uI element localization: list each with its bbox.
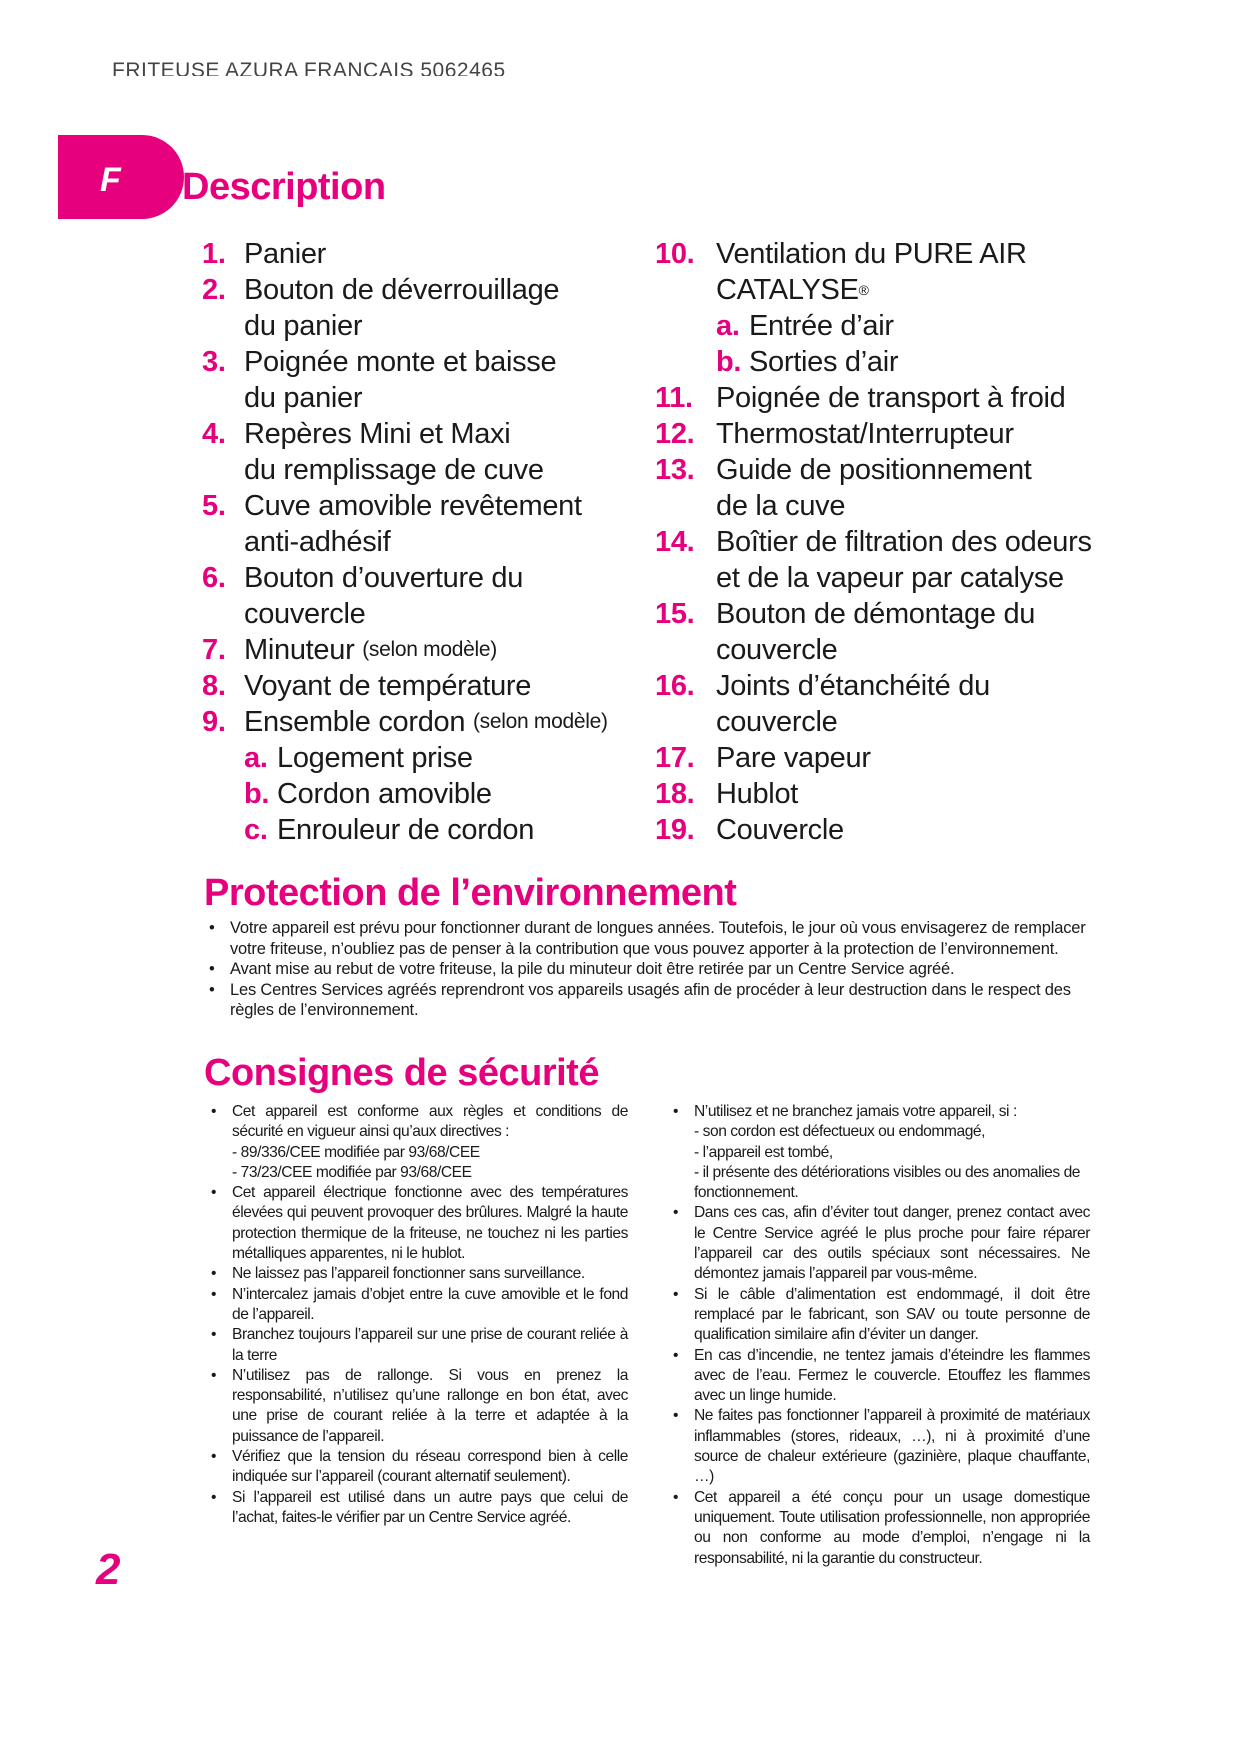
item-text-cont: couvercle: [716, 706, 838, 738]
safety-item: • Cet appareil électrique fonctionne avec des températures élevées qui peuvent provoquer des brûlures. Malgré la haute protection thermique de la friteuse, ne touchez ni les parties métalliques apparentes, ni le hublot.: [208, 1183, 628, 1264]
document-header-code: FRITEUSE AZURA FRANCAIS 5062465: [112, 59, 506, 76]
safety-item: • Dans ces cas, afin d’éviter tout danger, prenez contact avec le Centre Service agréé le plus proche pour faire réparer l’appareil car des outils spéciaux sont nécessaires. Ne démontez jamais l’appareil par vous-même.: [670, 1203, 1090, 1284]
item-number: 17.: [655, 742, 695, 774]
sub-item-text: Entrée d’air: [749, 310, 894, 342]
safety-directive: - 89/336/CEE modifiée par 93/68/CEE: [232, 1143, 480, 1161]
item-number: 10.: [655, 238, 695, 270]
safety-condition: - l’appareil est tombé,: [694, 1143, 833, 1161]
list-item: [655, 416, 1115, 452]
list-item: [202, 488, 622, 560]
sub-item-letter: b.: [716, 346, 742, 378]
description-list-right: [655, 236, 1115, 848]
item-number: 3.: [202, 346, 226, 378]
safety-item: • N’intercalez jamais d’objet entre la cuve amovible et le fond de l’appareil.: [208, 1285, 628, 1326]
list-item: [655, 740, 1115, 776]
item-number: 18.: [655, 778, 695, 810]
registered-mark: ®: [858, 282, 869, 298]
item-text-cont: couvercle: [244, 598, 366, 630]
item-number: 1.: [202, 238, 226, 270]
language-tab-label: F: [100, 161, 121, 199]
item-text: Boîtier de filtration des odeurs: [716, 526, 1092, 558]
item-number: 15.: [655, 598, 695, 630]
item-text: Bouton de déverrouillage: [244, 274, 560, 306]
item-text: Bouton d’ouverture du: [244, 562, 524, 594]
item-text: Hublot: [716, 778, 799, 810]
environment-item: • Votre appareil est prévu pour fonctionner durant de longues années. Toutefois, le jour où vous envisagerez de remplacer votre friteuse, n’oubliez pas de penser à la contribution que vous pouvez apporter à la protection de l’environnement.: [206, 918, 1086, 959]
safety-item: • Cet appareil a été conçu pour un usage domestique uniquement. Toute utilisation professionnelle, non appropriée ou non conforme au mode d’emploi, n’engage ni la responsabilité, ni la garantie du constructeur.: [670, 1488, 1090, 1569]
item-text-cont: du panier: [244, 382, 363, 414]
list-item: [655, 776, 1115, 812]
list-item: [202, 236, 622, 272]
safety-item: • N’utilisez pas de rallonge. Si vous en prenez la responsabilité, n’utilisez qu’une rallonge en bon état, avec une prise de courant reliée à la terre et adaptée à la puissance de l’appareil.: [208, 1366, 628, 1447]
item-text-cont: et de la vapeur par catalyse: [716, 562, 1064, 594]
item-text-cont: CATALYSE: [716, 274, 859, 306]
page-number: 2: [96, 1545, 121, 1594]
list-item: [655, 596, 1115, 668]
item-text: Thermostat/Interrupteur: [716, 418, 1014, 450]
item-text-cont: du remplissage de cuve: [244, 454, 544, 486]
item-number: 11.: [655, 382, 693, 414]
item-text-cont: couvercle: [716, 634, 838, 666]
sub-item-text: Cordon amovible: [277, 778, 492, 810]
item-text-cont: anti-adhésif: [244, 526, 391, 558]
item-number: 9.: [202, 706, 226, 738]
item-text: Joints d’étanchéité du: [716, 670, 990, 702]
item-text: Minuteur: [244, 634, 355, 666]
safety-list-left: [208, 1102, 628, 1528]
list-item: [655, 524, 1115, 596]
list-item: [655, 452, 1115, 524]
list-item: [655, 380, 1115, 416]
safety-item: [670, 1102, 1090, 1203]
safety-item: • Ne faites pas fonctionner l’appareil à proximité de matériaux inflammables (stores, rideaux, …), ni à proximité d’une source de chaleur extérieure (gazinière, plaque chauffante, …): [670, 1406, 1090, 1487]
item-note: (selon modèle): [362, 638, 497, 661]
safety-item: • Vérifiez que la tension du réseau correspond bien à celle indiquée sur l’appareil (courant alternatif seulement).: [208, 1447, 628, 1488]
safety-title: Consignes de sécurité: [204, 1052, 599, 1094]
list-item: [202, 704, 622, 848]
list-item: [202, 668, 622, 704]
item-text: Voyant de température: [244, 670, 532, 702]
safety-item-text: N’utilisez et ne branchez jamais votre appareil, si :: [694, 1103, 1017, 1120]
safety-condition: - son cordon est défectueux ou endommagé,: [694, 1123, 986, 1141]
environment-item: • Les Centres Services agréés reprendront vos appareils usagés afin de procéder à leur destruction dans le respect des règles de l’environnement.: [206, 980, 1086, 1021]
sub-item-letter: b.: [244, 778, 270, 810]
safety-item: • Si le câble d’alimentation est endommagé, il doit être remplacé par le fabricant, son SAV ou toute personne de qualification similaire afin d’éviter un danger.: [670, 1285, 1090, 1346]
item-text: Ensemble cordon: [244, 706, 466, 738]
item-text-cont: de la cuve: [716, 490, 846, 522]
safety-directive: - 73/23/CEE modifiée par 93/68/CEE: [232, 1163, 472, 1181]
item-number: 7.: [202, 634, 226, 666]
environment-title: Protection de l’environnement: [204, 872, 737, 914]
safety-item: • Si l’appareil est utilisé dans un autre pays que celui de l’achat, faites-le vérifier par un Centre Service agréé.: [208, 1488, 628, 1529]
list-item: [202, 272, 622, 344]
item-text: Poignée de transport à froid: [716, 382, 1066, 414]
item-text: Pare vapeur: [716, 742, 871, 774]
item-number: 2.: [202, 274, 226, 306]
safety-item: [208, 1102, 628, 1183]
item-number: 5.: [202, 490, 226, 522]
item-text: Ventilation du PURE AIR: [716, 238, 1027, 270]
sub-item-letter: a.: [716, 310, 740, 342]
safety-condition: - il présente des détériorations visibles ou des anomalies de fonctionnement.: [694, 1163, 1081, 1202]
description-list-left: [202, 236, 622, 848]
safety-item-text: Cet appareil est conforme aux règles et conditions de sécurité en vigueur ainsi qu’aux directives :: [232, 1103, 628, 1141]
item-number: 4.: [202, 418, 226, 450]
item-number: 19.: [655, 814, 695, 846]
safety-item: • Branchez toujours l’appareil sur une prise de courant reliée à la terre: [208, 1325, 628, 1366]
list-item: [655, 668, 1115, 740]
list-item: [655, 812, 1115, 848]
item-number: 14.: [655, 526, 695, 558]
item-text: Bouton de démontage du: [716, 598, 1036, 630]
item-text-cont: du panier: [244, 310, 363, 342]
item-note: (selon modèle): [472, 710, 608, 733]
list-item: [202, 344, 622, 416]
item-text: Guide de positionnement: [716, 454, 1032, 486]
list-item: [202, 416, 622, 488]
safety-list-right: [670, 1102, 1090, 1569]
item-text: Repères Mini et Maxi: [244, 418, 511, 450]
list-item: [202, 632, 622, 668]
list-item: [655, 236, 1115, 380]
sub-item-letter: c.: [244, 814, 268, 846]
description-title: Description: [182, 166, 386, 208]
sub-item-text: Logement prise: [277, 742, 473, 774]
item-number: 8.: [202, 670, 226, 702]
environment-list: [206, 918, 1086, 1021]
item-text: Poignée monte et baisse: [244, 346, 557, 378]
item-text: Cuve amovible revêtement: [244, 490, 582, 522]
sub-item-text: Enrouleur de cordon: [277, 814, 535, 846]
environment-item: • Avant mise au rebut de votre friteuse, la pile du minuteur doit être retirée par un Centre Service agréé.: [206, 959, 1086, 980]
safety-item: • En cas d’incendie, ne tentez jamais d’éteindre les flammes avec de l’eau. Fermez le couvercle. Etouffez les flammes avec un linge humide.: [670, 1346, 1090, 1407]
item-text: Panier: [244, 238, 327, 270]
item-number: 12.: [655, 418, 695, 450]
list-item: [202, 560, 622, 632]
sub-item-letter: a.: [244, 742, 268, 774]
language-tab: [58, 135, 184, 219]
sub-item-text: Sorties d’air: [749, 346, 899, 378]
item-number: 13.: [655, 454, 695, 486]
item-number: 16.: [655, 670, 695, 702]
item-number: 6.: [202, 562, 226, 594]
item-text: Couvercle: [716, 814, 844, 846]
safety-item: • Ne laissez pas l’appareil fonctionner sans surveillance.: [208, 1264, 628, 1284]
